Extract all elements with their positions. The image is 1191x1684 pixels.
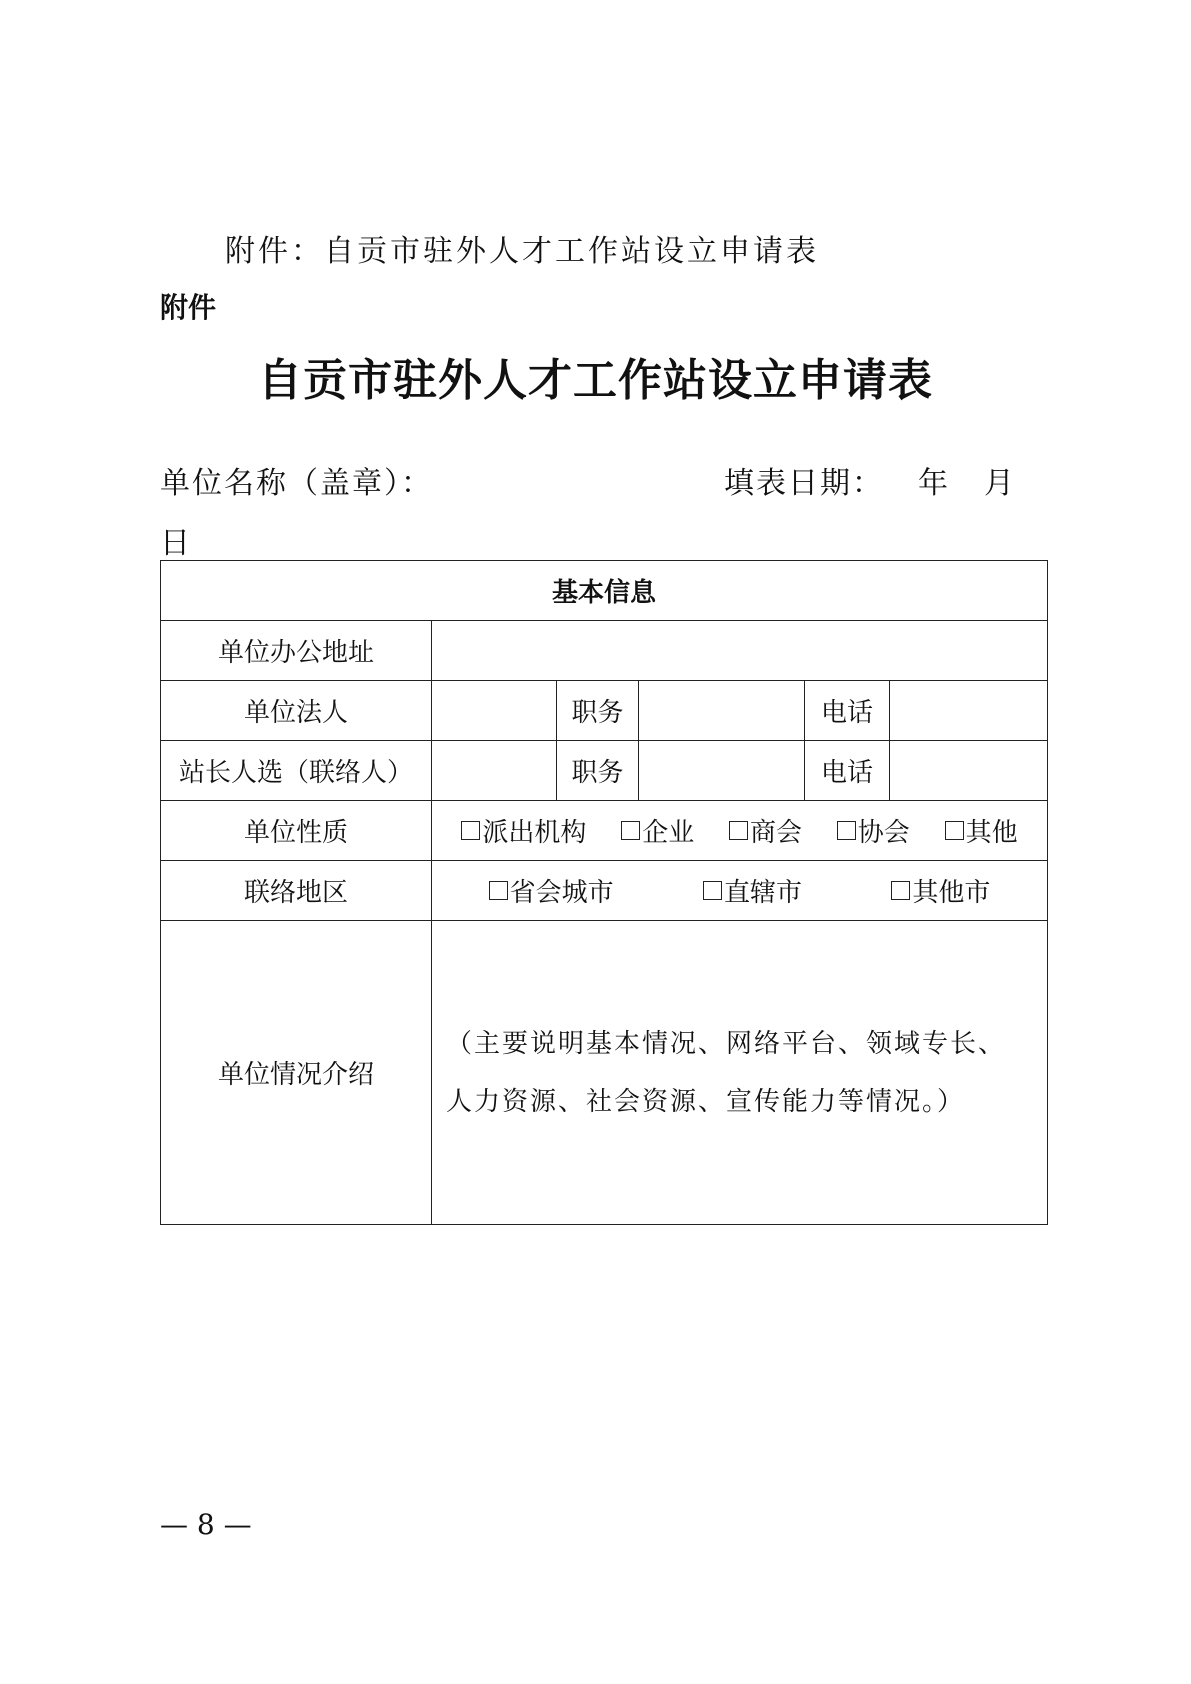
legal-person-position-label: 职务 [557, 681, 639, 741]
region-option-municipality[interactable]: 直辖市 [703, 872, 802, 909]
station-head-position-label: 职务 [557, 741, 639, 801]
office-address-label: 单位办公地址 [161, 621, 432, 681]
fill-date-month: 月 [984, 466, 1014, 501]
unit-intro-placeholder: （主要说明基本情况、网络平台、领域专长、人力资源、社会资源、宣传能力等情况。） [446, 1028, 1007, 1117]
contact-region-options [432, 861, 1048, 921]
legal-person-label: 单位法人 [161, 681, 432, 741]
legal-person-phone-field[interactable] [890, 681, 1048, 741]
nature-option-dispatched[interactable]: 派出机构 [461, 812, 586, 849]
contact-region-label: 联络地区 [161, 861, 432, 921]
unit-intro-field[interactable] [432, 921, 1048, 1225]
unit-nature-label: 单位性质 [161, 801, 432, 861]
nature-option-enterprise[interactable]: 企业 [621, 812, 694, 849]
checkbox-icon[interactable] [621, 821, 640, 840]
region-option-provincial-capital[interactable]: 省会城市 [489, 872, 614, 909]
legal-person-phone-label: 电话 [805, 681, 890, 741]
station-head-label: 站长人选（联络人） [161, 741, 432, 801]
application-form-table [160, 560, 1048, 1225]
station-head-phone-field[interactable] [890, 741, 1048, 801]
checkbox-icon[interactable] [945, 821, 964, 840]
checkbox-icon[interactable] [703, 881, 722, 900]
page-number: — 8 — [160, 1508, 252, 1541]
document-title: 自贡市驻外人才工作站设立申请表 [258, 355, 933, 406]
unit-intro-label: 单位情况介绍 [161, 921, 432, 1225]
checkbox-icon[interactable] [489, 881, 508, 900]
attachment-label: 附件 [160, 291, 217, 324]
station-head-phone-label: 电话 [805, 741, 890, 801]
station-head-field[interactable] [432, 741, 557, 801]
checkbox-icon[interactable] [729, 821, 748, 840]
unit-name-label: 单位名称（盖章）： [160, 466, 433, 501]
unit-nature-options [432, 801, 1048, 861]
station-head-position-field[interactable] [639, 741, 805, 801]
checkbox-icon[interactable] [891, 881, 910, 900]
checkbox-icon[interactable] [837, 821, 856, 840]
checkbox-icon[interactable] [461, 821, 480, 840]
legal-person-field[interactable] [432, 681, 557, 741]
nature-option-association[interactable]: 协会 [837, 812, 910, 849]
fill-date-day: 日 [160, 526, 190, 561]
fill-date-year: 年 [918, 466, 948, 501]
region-option-other-city[interactable]: 其他市 [891, 872, 990, 909]
fill-date-label: 填表日期： [724, 466, 884, 501]
office-address-field[interactable] [432, 621, 1048, 681]
attachment-reference-line: 附件：自贡市驻外人才工作站设立申请表 [225, 234, 819, 269]
nature-option-chamber[interactable]: 商会 [729, 812, 802, 849]
basic-info-header: 基本信息 [161, 561, 1048, 621]
legal-person-position-field[interactable] [639, 681, 805, 741]
nature-option-other[interactable]: 其他 [945, 812, 1018, 849]
